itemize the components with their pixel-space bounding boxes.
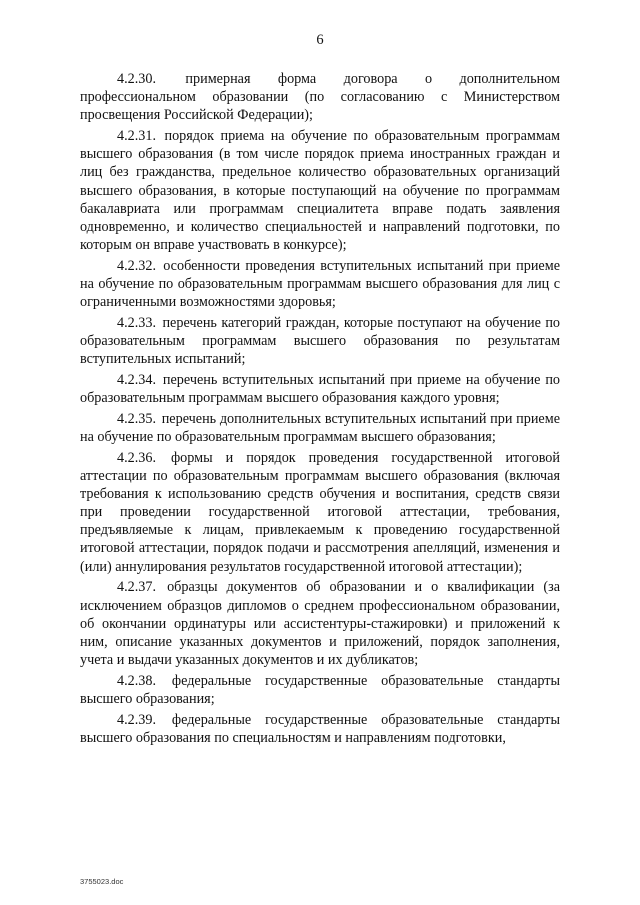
list-item — [80, 70, 560, 124]
item-text: перечень категорий граждан, которые поступают на обучение по образовательным программам высшего образования по результатам вступительных испытаний; — [80, 314, 560, 368]
item-text: порядок приема на обучение по образовательным программам высшего образования (в том числе порядок приема иностранных граждан и лиц без гражданства, предельное количество образовательных организаций высшего образования, в которые поступающий на обучение по программам бакалавриата или программам специалитета вправе подать заявления одновременно, и количество специальностей и направлений подготовки, по которым он вправе участвовать в конкурсе); — [80, 128, 561, 253]
item-text: образцы документов об образовании и о квалификации (за исключением образцов дипломов о среднем профессиональном образовании, об окончании ординатуры или ассистентуры-стажировки) и приложений к ним, описание указанных документов и приложений, порядок заполнения, учета и выдачи указанных документов и их дубликатов; — [80, 579, 561, 668]
item-number: 4.2.37. — [117, 579, 157, 596]
item-number: 4.2.34. — [117, 371, 157, 388]
item-number: 4.2.35. — [117, 410, 157, 427]
item-text: примерная форма договора о дополнительном профессиональном образовании (по согласованию с Министерством просвещения Российской Федерации); — [80, 71, 560, 124]
item-text: федеральные государственные образовательные стандарты высшего образования по специальностям и направлениям подготовки, — [80, 711, 560, 746]
item-number: 4.2.30. — [117, 71, 157, 87]
list-item — [80, 410, 560, 446]
file-name-footer: 3755023.doc — [80, 877, 124, 886]
list-item — [80, 314, 560, 368]
item-number: 4.2.33. — [117, 314, 157, 331]
page-number: 6 — [316, 32, 324, 48]
item-number: 4.2.32. — [117, 257, 157, 274]
item-number: 4.2.38. — [117, 672, 157, 689]
document-body — [80, 70, 560, 750]
item-number: 4.2.39. — [117, 711, 157, 728]
item-text: перечень дополнительных вступительных испытаний при приеме на обучение по образовательным программам высшего образования; — [80, 410, 561, 445]
item-text: перечень вступительных испытаний при приеме на обучение по образовательным программам высшего образования каждого уровня; — [80, 371, 561, 407]
list-item — [80, 371, 560, 407]
list-item — [80, 449, 560, 576]
list-item — [80, 672, 560, 708]
list-item — [80, 127, 560, 254]
item-number: 4.2.31. — [117, 128, 157, 145]
item-text: формы и порядок проведения государственной итоговой аттестации по образовательным программам высшего образования (включая требования к использованию средств обучения и воспитания, средств связи при проведении государственной итоговой аттестации, требования, предъявляемые к лицам, привлекаемым к проведению государственной итоговой аттестации, порядок подачи и рассмотрения апелляций, изменения и (или) аннулирования результатов государственной итоговой аттестации); — [80, 449, 560, 575]
list-item — [80, 711, 560, 747]
item-number: 4.2.36. — [117, 449, 157, 466]
item-text: особенности проведения вступительных испытаний при приеме на обучение по образовательным программам высшего образования для лиц с ограниченными возможностями здоровья; — [80, 257, 560, 311]
list-item — [80, 257, 560, 311]
list-item — [80, 578, 560, 669]
item-text: федеральные государственные образовательные стандарты высшего образования; — [80, 672, 560, 707]
